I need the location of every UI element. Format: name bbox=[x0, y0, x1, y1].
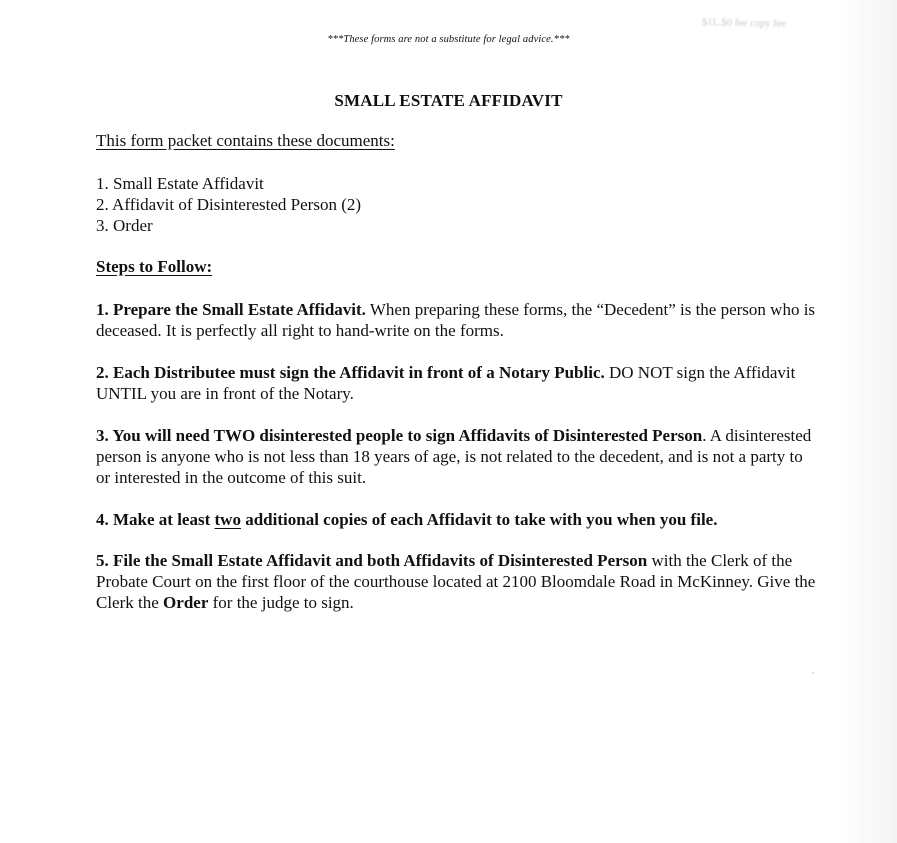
step-1 bbox=[96, 299, 816, 341]
step-4-lead bbox=[96, 510, 717, 529]
step-2-text: DO NOT sign the Affidavit UNTIL you are in front of the Notary. bbox=[96, 363, 796, 403]
legal-disclaimer: ***These forms are not a substitute for legal advice.*** bbox=[327, 34, 570, 45]
scan-shadow bbox=[837, 0, 897, 843]
step-4-emphasis: two bbox=[214, 510, 241, 529]
step-4-lead-pre: 4. Make at least bbox=[96, 510, 215, 529]
list-item: 2. Affidavit of Disinterested Person (2) bbox=[96, 195, 362, 214]
step-5 bbox=[96, 550, 816, 613]
step-3-lead: 3. You will need TWO disinterested people to sign Affidavits of Disinterested Person bbox=[96, 426, 703, 445]
faded-stamp: $1L.$0 fee copy fee bbox=[701, 17, 787, 30]
list-item: 1. Small Estate Affidavit bbox=[96, 174, 264, 193]
steps-heading: Steps to Follow: bbox=[96, 257, 213, 276]
packet-intro: This form packet contains these documents: bbox=[96, 131, 395, 150]
step-4 bbox=[96, 509, 816, 530]
step-5-text-a: with the Clerk of the Probate Court on the first floor of the courthouse located at 2100 Bloomdale Road in McKinney. Give the Clerk the bbox=[96, 551, 816, 612]
step-5-lead: 5. File the Small Estate Affidavit and both Affidavits of Disinterested Person bbox=[96, 551, 648, 570]
page-title: SMALL ESTATE AFFIDAVIT bbox=[334, 91, 563, 110]
step-2 bbox=[96, 362, 816, 404]
step-3 bbox=[96, 425, 816, 488]
step-1-lead: 1. Prepare the Small Estate Affidavit. bbox=[96, 300, 366, 319]
step-5-text-b: for the judge to sign. bbox=[208, 593, 354, 612]
step-5-order-word: Order bbox=[163, 593, 209, 612]
document-list bbox=[96, 173, 361, 236]
step-2-lead: 2. Each Distributee must sign the Affidavit in front of a Notary Public. bbox=[96, 363, 605, 382]
step-4-lead-post: additional copies of each Affidavit to take with you when you file. bbox=[240, 510, 718, 529]
list-item: 3. Order bbox=[96, 216, 153, 235]
scan-speck bbox=[812, 672, 814, 674]
step-3-text: . A disinterested person is anyone who is not less than 18 years of age, is not related to the decedent, and is not a party to or interested in the outcome of this suit. bbox=[96, 426, 812, 487]
step-1-text: When preparing these forms, the “Decedent” is the person who is deceased. It is perfectly all right to hand-write on the forms. bbox=[96, 300, 816, 340]
